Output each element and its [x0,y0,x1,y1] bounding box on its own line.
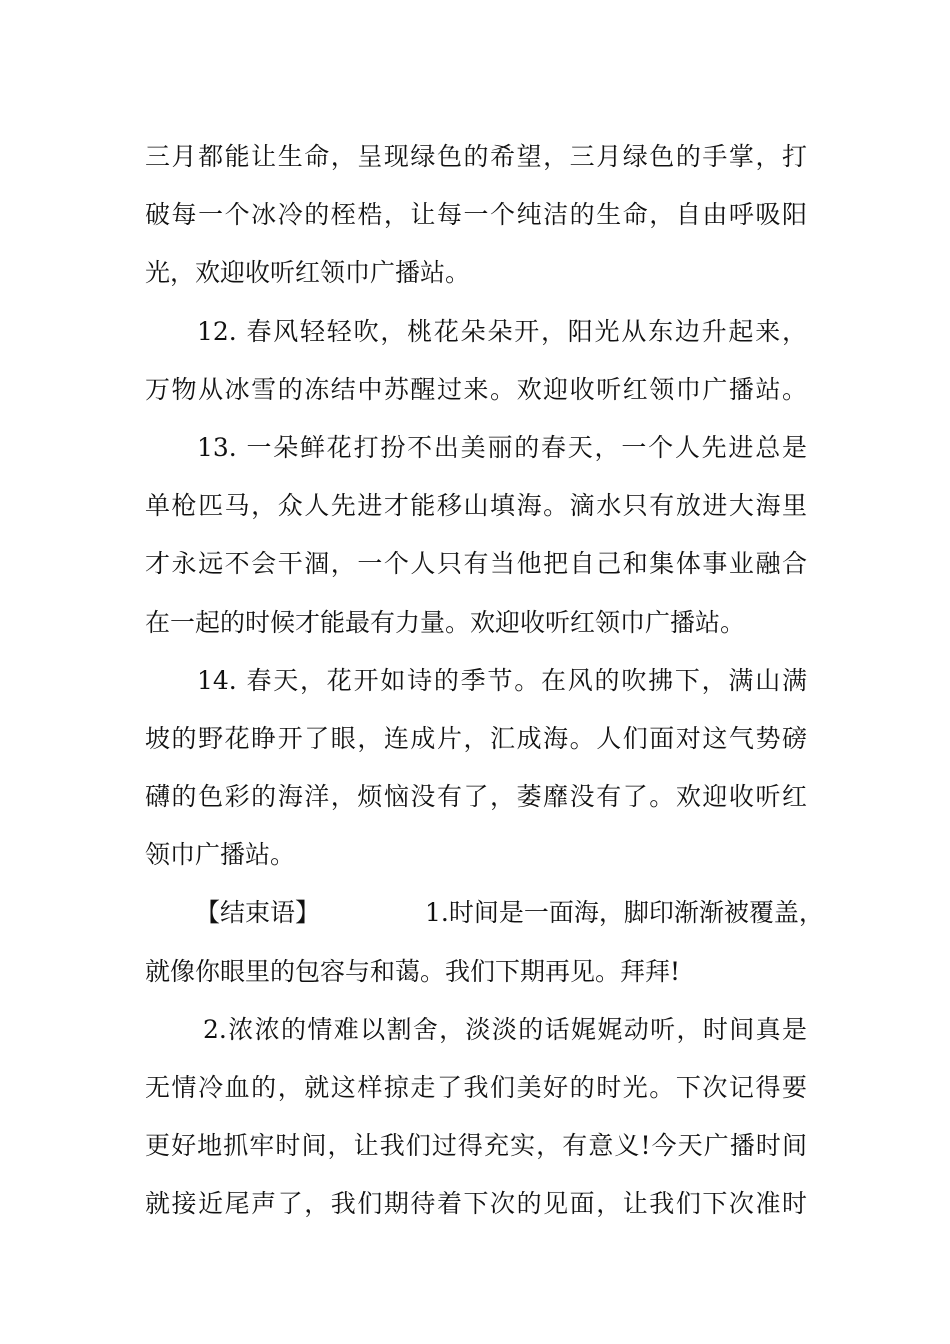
text-line: 三月都能让生命，呈现绿色的希望，三月绿色的手掌，打 [145,142,807,171]
document-body [145,128,824,1234]
text-line: 就像你眼里的包容与和蔼。我们下期再见。拜拜! [145,956,681,986]
text-line: 坡的野花睁开了眼，连成片，汇成海。人们面对这气势磅 [145,723,807,753]
paragraph-14-line: 14. 春天，花开如诗的季节。在风的吹拂下，满山满 [197,665,807,695]
text-line: 更好地抓牢时间，让我们过得充实，有意义!今天广播时间 [145,1131,807,1161]
text-line: 光，欢迎收听红领巾广播站。 [145,258,471,288]
text-line: 就接近尾声了，我们期待着下次的见面，让我们下次准时 [145,1189,807,1219]
ending-label: 【结束语】 [195,898,321,928]
text-line: 单枪匹马，众人先进才能移山填海。滴水只有放进大海里 [145,491,807,521]
paragraph-12-line: 12. 春风轻轻吹，桃花朵朵开，阳光从东边升起来， [197,316,807,346]
text-line: 万物从冰雪的冻结中苏醒过来。欢迎收听红领巾广播站。 [145,374,807,404]
ending-text: 1.时间是一面海，脚印渐渐被覆盖， [425,898,824,928]
text-line: 破每一个冰冷的桎梏，让每一个纯洁的生命，自由呼吸阳 [145,200,807,230]
paragraph-13-line: 13. 一朵鲜花打扮不出美丽的春天，一个人先进总是 [197,432,807,462]
ending-paragraph-2-line: 2.浓浓的情难以割舍，淡淡的话娓娓动听，时间真是 [203,1014,807,1044]
text-line: 才永远不会干涸，一个人只有当他把自己和集体事业融合 [145,549,807,579]
text-line: 礴的色彩的海洋，烦恼没有了，萎靡没有了。欢迎收听红 [145,782,807,812]
text-line: 在一起的时候才能最有力量。欢迎收听红领巾广播站。 [145,607,746,637]
text-line: 领巾广播站。 [145,840,296,870]
text-line: 无情冷血的，就这样掠走了我们美好的时光。下次记得要 [145,1073,807,1102]
ending-section-line [145,884,824,942]
